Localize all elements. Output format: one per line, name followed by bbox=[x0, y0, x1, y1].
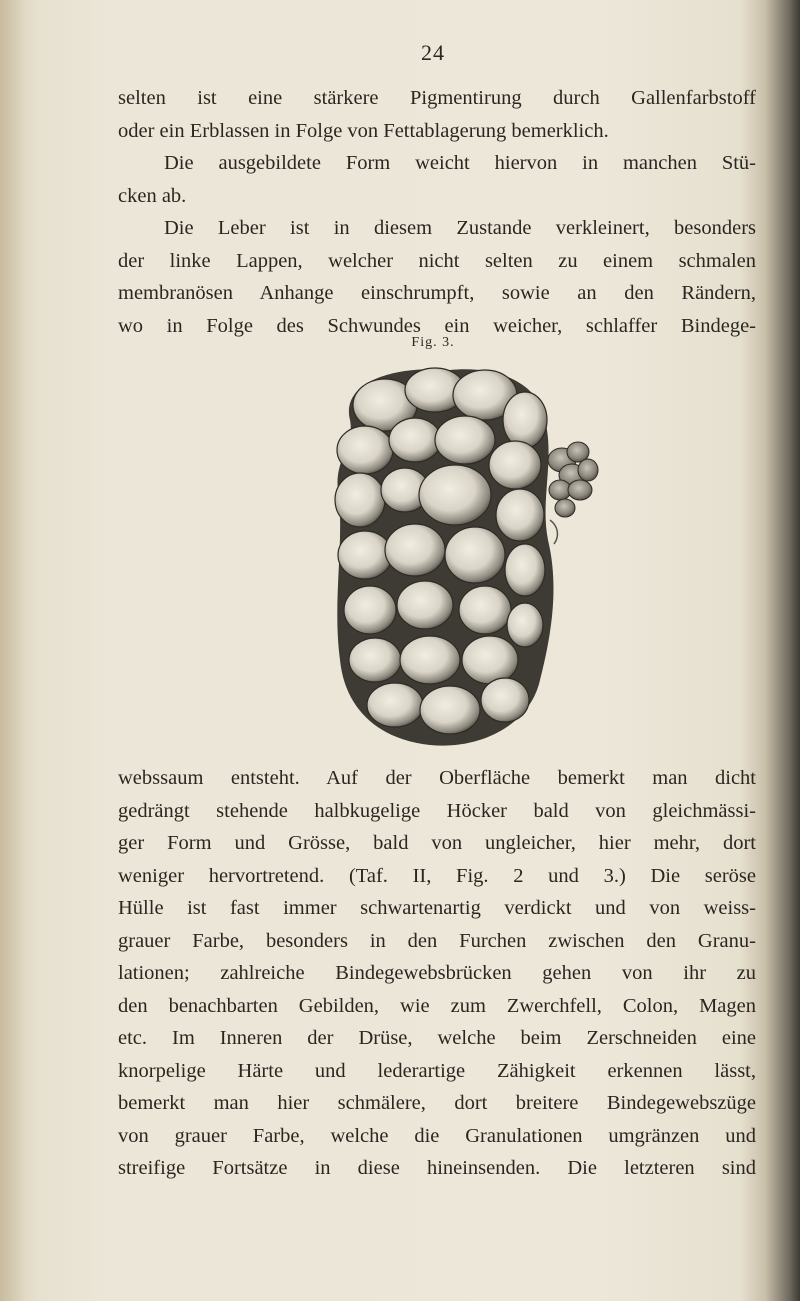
text-line: Die ausgebildete Form weicht hiervon in manchen Stü- bbox=[164, 152, 756, 174]
text-line: bemerkt man hier schmälere, dort breitere Bindegewebszüge bbox=[118, 1092, 756, 1114]
text-line: weniger hervortretend. (Taf. II, Fig. 2 und 3.) Die seröse bbox=[118, 864, 756, 887]
text-line: wo in Folge des Schwundes ein weicher, schlaffer Bindege- bbox=[118, 314, 756, 337]
page-number: 24 bbox=[421, 40, 445, 65]
text-line: von grauer Farbe, welche die Granulationen umgränzen und bbox=[118, 1124, 756, 1147]
text-line: den benachbarten Gebilden, wie zum Zwerchfell, Colon, Magen bbox=[118, 994, 756, 1017]
text-line: streifige Fortsätze in diese hineinsenden. Die letzteren sind bbox=[118, 1157, 756, 1179]
text-line: oder ein Erblassen in Folge von Fettablagerung bemerklich. bbox=[118, 119, 609, 142]
text-line: knorpelige Härte und lederartige Zähigkeit erkennen lässt, bbox=[118, 1059, 756, 1082]
text-line: der linke Lappen, welcher nicht selten zu einem schmalen bbox=[118, 249, 756, 272]
figure-caption: Fig. 3. bbox=[411, 335, 455, 350]
text-line: webssaum entsteht. Auf der Oberfläche bemerkt man dicht bbox=[118, 767, 756, 789]
text-line: lationen; zahlreiche Bindegewebsbrücken gehen von ihr zu bbox=[118, 962, 756, 984]
text-line: gedrängt stehende halbkugelige Höcker bald von gleichmässi- bbox=[118, 799, 756, 822]
text-line: Hülle ist fast immer schwartenartig verdickt und von weiss- bbox=[118, 897, 756, 919]
page-gutter-shadow bbox=[0, 0, 26, 1301]
liver-granulations-illustration bbox=[310, 360, 610, 760]
text-line: etc. Im Inneren der Drüse, welche beim Zerschneiden eine bbox=[118, 1027, 756, 1049]
text-block-top bbox=[118, 82, 756, 342]
text-block-bottom bbox=[118, 762, 756, 1185]
text-line: cken ab. bbox=[118, 184, 187, 207]
text-line: selten ist eine stärkere Pigmentirung durch Gallenfarbstoff bbox=[118, 87, 756, 109]
text-line: membranösen Anhange einschrumpft, sowie an den Rändern, bbox=[118, 282, 756, 304]
text-line: ger Form und Grösse, bald von ungleicher, hier mehr, dort bbox=[118, 832, 756, 854]
text-line: Die Leber ist in diesem Zustande verkleinert, besonders bbox=[164, 217, 756, 239]
text-line: grauer Farbe, besonders in den Furchen zwischen den Granu- bbox=[118, 929, 756, 952]
